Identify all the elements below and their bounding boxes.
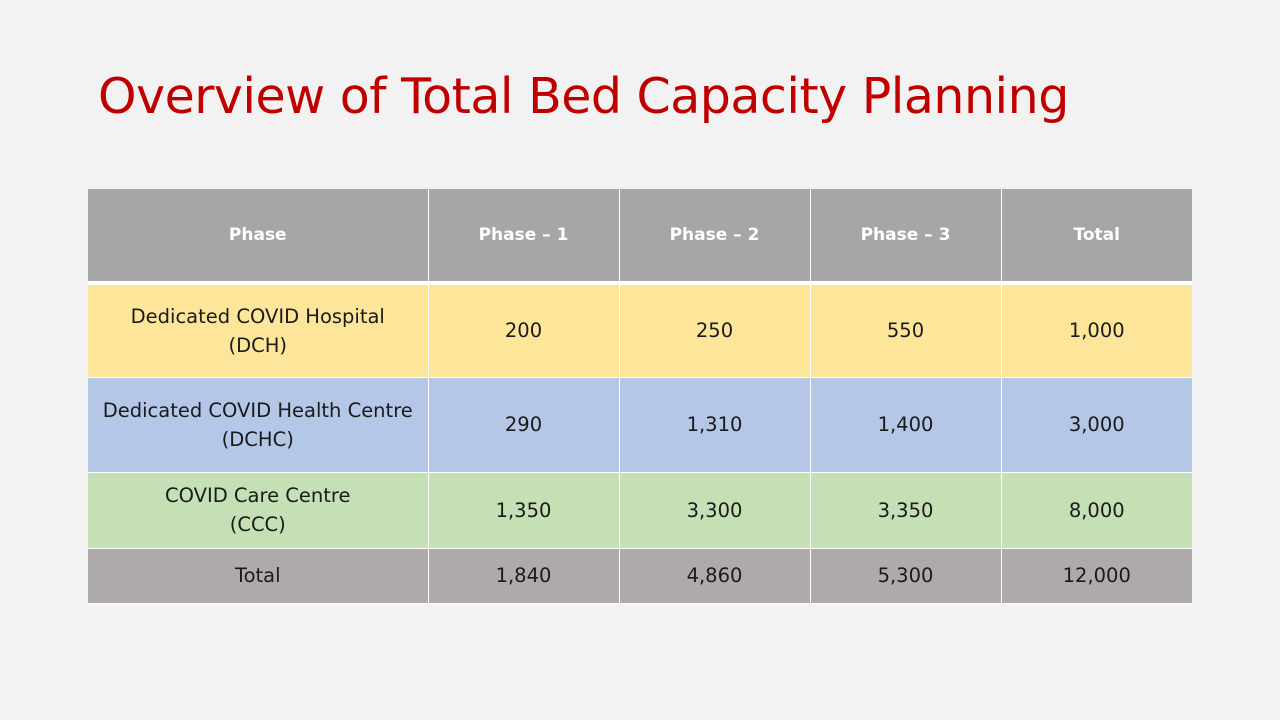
row-label: COVID Care Centre (165, 484, 351, 507)
table-row-ccc (88, 472, 1192, 548)
cell-total: 12,000 (1001, 548, 1192, 603)
row-label-cell (88, 548, 428, 603)
row-label: Dedicated COVID Hospital (130, 304, 385, 328)
header-phase-3: Phase – 3 (810, 189, 1001, 283)
header-total: Total (1001, 189, 1192, 283)
table-header-row (88, 189, 1192, 283)
row-label-abbrev: (DCHC) (221, 427, 294, 451)
cell-phase-3: 550 (810, 283, 1001, 377)
cell-phase-1: 290 (428, 377, 619, 472)
row-label: Dedicated COVID Health Centre (102, 398, 413, 422)
header-phase-2: Phase – 2 (619, 189, 810, 283)
table-row-total (88, 548, 1192, 603)
row-label-abbrev: (CCC) (229, 513, 286, 536)
cell-total: 8,000 (1001, 472, 1192, 548)
table-row-dchc (88, 377, 1192, 472)
cell-phase-2: 250 (619, 283, 810, 377)
slide-title: Overview of Total Bed Capacity Planning (98, 68, 1069, 125)
row-label-cell (88, 377, 428, 472)
row-label-abbrev: (DCH) (228, 333, 287, 357)
row-label-cell (88, 472, 428, 548)
row-label: Total (234, 564, 281, 587)
cell-phase-3: 5,300 (810, 548, 1001, 603)
cell-phase-2: 1,310 (619, 377, 810, 472)
row-label-cell (88, 283, 428, 377)
cell-phase-1: 1,840 (428, 548, 619, 603)
cell-phase-1: 1,350 (428, 472, 619, 548)
table-row-dch (88, 283, 1192, 377)
cell-phase-2: 3,300 (619, 472, 810, 548)
cell-phase-2: 4,860 (619, 548, 810, 603)
cell-phase-3: 1,400 (810, 377, 1001, 472)
bed-capacity-table (88, 189, 1192, 604)
cell-phase-1: 200 (428, 283, 619, 377)
cell-phase-3: 3,350 (810, 472, 1001, 548)
header-phase-1: Phase – 1 (428, 189, 619, 283)
cell-total: 3,000 (1001, 377, 1192, 472)
cell-total: 1,000 (1001, 283, 1192, 377)
header-phase: Phase (88, 189, 428, 283)
